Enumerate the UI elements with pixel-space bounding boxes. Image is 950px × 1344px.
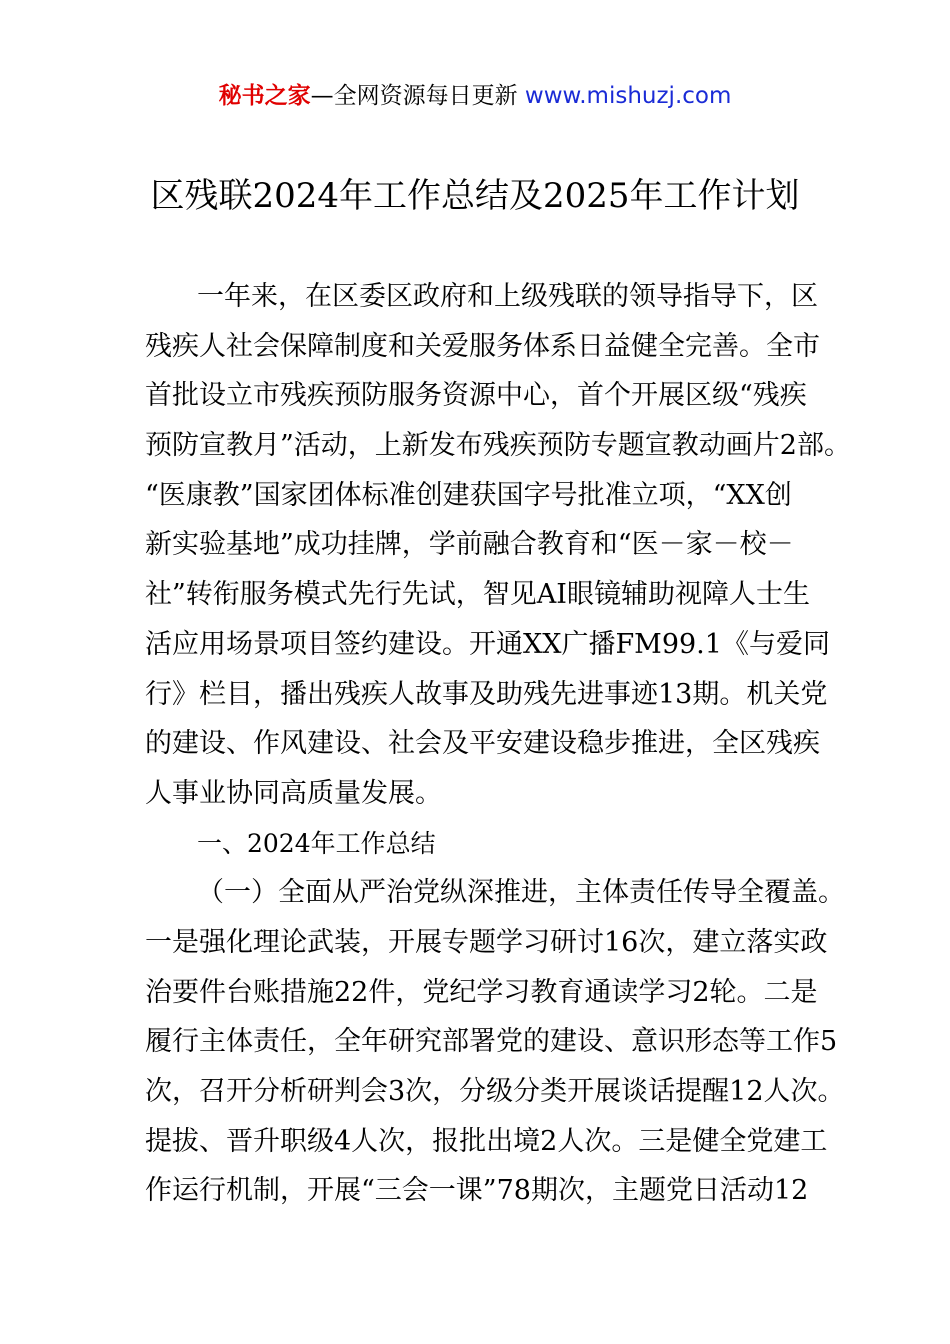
body-line: 新实验基地”成功挂牌，学前融合教育和“医－家－校－: [145, 529, 794, 561]
site-url-link[interactable]: www.mishuzj.com: [524, 83, 732, 109]
body-line: 残疾人社会保障制度和关爱服务体系日益健全完善。全市: [145, 330, 820, 362]
body-line: 社”转衔服务模式先行先试，智见AI眼镜辅助视障人士生: [145, 579, 810, 611]
body-line: “医康教”国家团体标准创建获国字号批准立项，“XX创: [145, 479, 792, 511]
site-header: [0, 78, 950, 114]
site-slogan: —全网资源每日更新: [310, 83, 518, 109]
document-body: [145, 272, 851, 1216]
body-line: 次，召开分析研判会3次，分级分类开展谈话提醒12人次。: [145, 1076, 845, 1107]
body-line: 提拔、晋升职级4人次，报批出境2人次。三是健全党建工: [145, 1125, 828, 1157]
body-line: 一是强化理论武装，开展专题学习研讨16次，建立落实政: [145, 926, 828, 958]
body-line: 人事业协同高质量发展。: [145, 777, 442, 809]
body-line: 履行主体责任，全年研究部署党的建设、意识形态等工作5: [145, 1026, 838, 1058]
body-line: 活应用场景项目签约建设。开通XX广播FM99.1《与爱同: [145, 628, 830, 660]
document-title: 区残联2024年工作总结及2025年工作计划: [150, 176, 800, 216]
body-line: 作运行机制，开展“三会一课”78期次，主题党日活动12: [145, 1175, 809, 1207]
body-line: 行》栏目，播出残疾人故事及助残先进事迹13期。机关党: [145, 678, 828, 710]
body-line: 首批设立市残疾预防服务资源中心，首个开展区级“残疾: [145, 380, 807, 412]
body-line: 预防宣教月”活动，上新发布残疾预防专题宣教动画片2部。: [145, 430, 851, 462]
body-line: （一）全面从严治党纵深推进，主体责任传导全覆盖。: [197, 877, 845, 909]
site-brand: 秘书之家: [218, 83, 311, 109]
section-heading: 一、2024年工作总结: [197, 828, 436, 858]
body-line: 治要件台账措施22件，党纪学习教育通读学习2轮。二是: [145, 976, 818, 1008]
body-line: 的建设、作风建设、社会及平安建设稳步推进，全区残疾: [145, 728, 820, 760]
body-line: 一年来，在区委区政府和上级残联的领导指导下，区: [197, 281, 818, 312]
